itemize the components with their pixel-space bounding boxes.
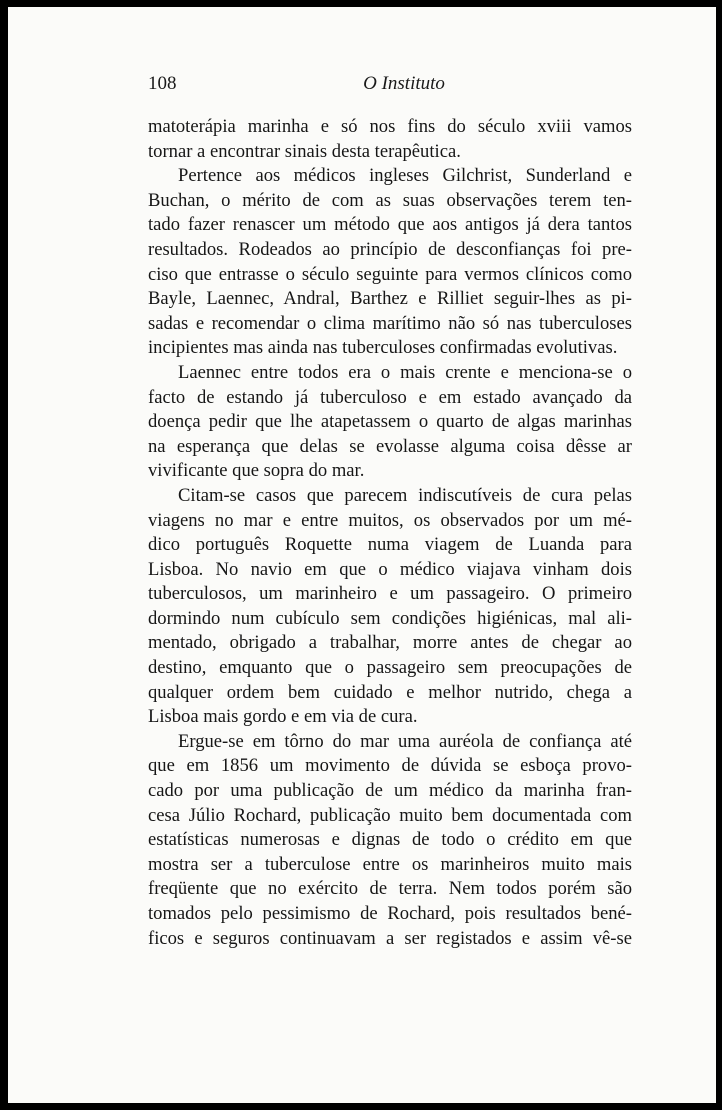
text-line: doença pedir que lhe atapetassem o quarto de algas marinhas: [148, 411, 632, 433]
text-line: incipientes mas ainda nas tuberculoses confirmadas evolutivas.: [148, 337, 618, 359]
text-line: resultados. Rodeados ao princípio de desconfianças foi pre-: [148, 238, 632, 260]
text-line: viagens no mar e entre muitos, os observados por um mé-: [148, 509, 632, 531]
text-line: Laennec entre todos era o mais crente e menciona-se o: [178, 361, 632, 383]
text-line: mostra ser a tuberculose entre os marinheiros muito mais: [148, 853, 632, 875]
text-line: freqüente que no exército de terra. Nem todos porém são: [148, 878, 632, 900]
text-line: que em 1856 um movimento de dúvida se esboça provo-: [148, 755, 632, 777]
text-line: Lisboa mais gordo e em via de cura.: [148, 706, 418, 728]
text-line: na esperança que delas se evolasse alguma coisa dêsse ar: [148, 435, 632, 457]
text-line: Pertence aos médicos ingleses Gilchrist, Sunderland e: [178, 165, 632, 187]
text-line: estatísticas numerosas e dignas de todo o crédito em que: [148, 829, 632, 851]
text-line: cado por uma publicação de um médico da marinha fran-: [148, 780, 632, 802]
page-number: 108: [148, 73, 177, 94]
text-line: Lisboa. No navio em que o médico viajava vinham dois: [148, 558, 632, 580]
text-line: tuberculosos, um marinheiro e um passageiro. O primeiro: [148, 583, 632, 605]
text-line: vivificante que sopra do mar.: [148, 460, 365, 482]
text-line: facto de estando já tuberculoso e em estado avançado da: [148, 386, 632, 408]
text-line: destino, emquanto que o passageiro sem preocupações de: [148, 657, 632, 679]
text-line: tado fazer renascer um método que aos antigos já dera tantos: [148, 214, 632, 236]
text-line: Buchan, o mérito de com as suas observações terem ten-: [148, 189, 632, 211]
text-line: ciso que entrasse o século seguinte para vermos clínicos como: [148, 263, 632, 285]
journal-title: O Instituto: [363, 73, 445, 94]
text-line: tornar a encontrar sinais desta terapêutica.: [148, 140, 461, 162]
text-line: dormindo num cubículo sem condições higiénicas, mal ali-: [148, 607, 632, 629]
text-line: mentado, obrigado a trabalhar, morre antes de chegar ao: [148, 632, 632, 654]
body-text: [148, 115, 632, 951]
text-line: dico português Roquette numa viagem de Luanda para: [148, 534, 632, 556]
text-line: matoterápia marinha e só nos fins do século xviii vamos: [148, 116, 632, 137]
text-line: Citam-se casos que parecem indiscutíveis de cura pelas: [178, 484, 632, 506]
text-line: Bayle, Laennec, Andral, Barthez e Rilliet seguir-lhes as pi-: [148, 288, 632, 310]
text-line: qualquer ordem bem cuidado e melhor nutrido, chega a: [148, 681, 632, 703]
text-line: tomados pelo pessimismo de Rochard, pois resultados bené-: [148, 903, 632, 924]
book-page: [8, 7, 716, 1103]
running-head: [148, 73, 632, 97]
text-line: sadas e recomendar o clima marítimo não só nas tuberculoses: [148, 312, 632, 334]
text-line: Ergue-se em tôrno do mar uma auréola de confiança até: [178, 730, 632, 752]
text-line: ficos e seguros continuavam a ser registados e assim vê-se: [148, 927, 632, 949]
text-line: cesa Júlio Rochard, publicação muito bem documentada com: [148, 804, 632, 826]
